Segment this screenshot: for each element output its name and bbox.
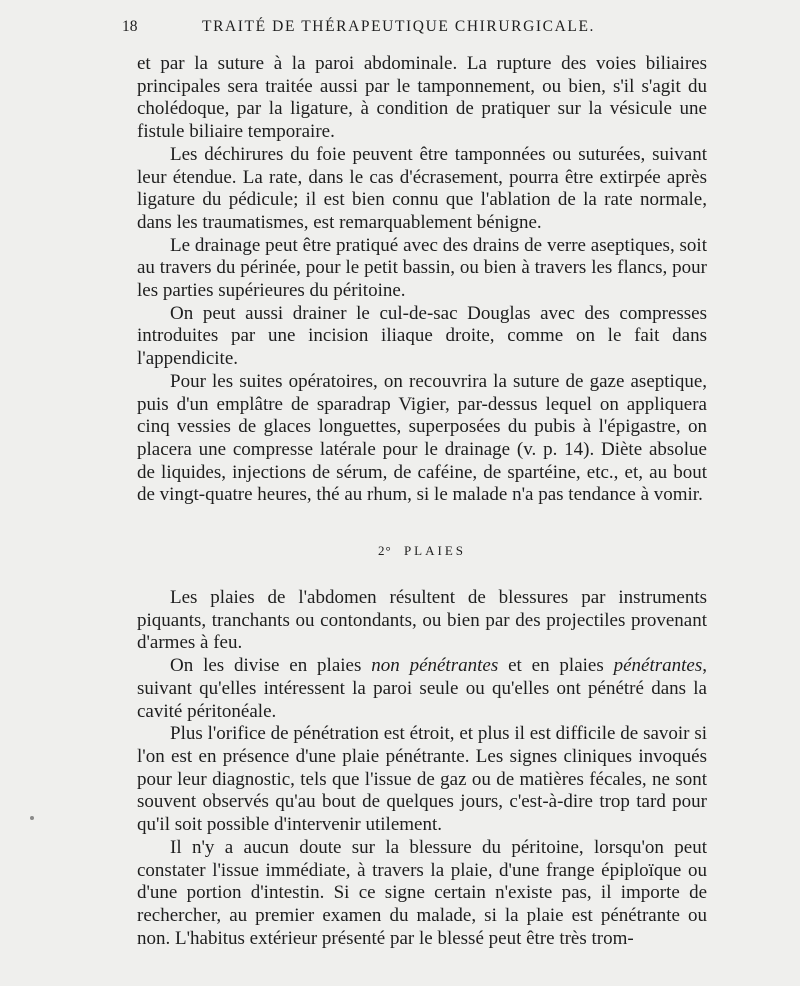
paragraph-suites-operatoires: Pour les suites opératoires, on recouvrira la suture de gaze aseptique, puis d'un emplâtre de sparadrap Vigier, par-dessus lequel on appliquera cinq vessies de glaces longuettes, superposées du pubis à l'épigastre, on placera une compresse latérale pour le drainage (v. p. 14). Diète absolue de liquides, injections de sérum, de caféine, de spartéine, etc., et, au bout de vingt-quatre heures, thé au rhum, si le malade n'a pas tendance à vomir. bbox=[137, 370, 707, 506]
text-run: et en plaies bbox=[498, 655, 614, 677]
paragraph-blessure-peritoine: Il n'y a aucun doute sur la blessure du péritoine, lorsqu'on peut constater l'issue immédiate, à travers la plaie, d'une frange épiploïque ou d'une portion d'intestin. Si ce signe certain n'existe pas, il importe de rechercher, au premier examen du malade, si la plaie est pénétrante ou non. L'habitus extérieur présenté par le blessé peut être très trom- bbox=[137, 836, 707, 949]
running-head bbox=[122, 18, 712, 42]
body-text bbox=[137, 53, 707, 950]
text-run: , suivant qu'elles intéressent la paroi seule ou qu'elles ont pénétré dans la cavité péritonéale. bbox=[137, 655, 707, 722]
paragraph-foie-rate: Les déchirures du foie peuvent être tamponnées ou suturées, suivant leur étendue. La rate, dans le cas d'écrasement, pourra être extirpée après ligature du pédicule; il est bien connu que l'ablation de la rate normale, dans les traumatismes, est remarquablement bénigne. bbox=[137, 143, 707, 233]
page-number: 18 bbox=[122, 18, 138, 35]
paragraph-orifice: Plus l'orifice de pénétration est étroit, et plus il est difficile de savoir si l'on est en présence d'une plaie pénétrante. Les signes cliniques invoqués pour leur diagnostic, tels que l'issue de gaz ou de matières fécales, ne sont souvent observés qu'au bout de quelques jours, c'est-à-dire trop tard pour qu'il soit possible d'intervenir utilement. bbox=[137, 723, 707, 836]
running-title: TRAITÉ DE THÉRAPEUTIQUE CHIRURGICALE. bbox=[202, 18, 595, 35]
margin-mark bbox=[30, 816, 34, 820]
paragraph-plaies-definition: Les plaies de l'abdomen résultent de blessures par instruments piquants, tranchants ou contondants, ou bien par des projectiles provenant d'armes à feu. bbox=[137, 587, 707, 654]
section-title: PLAIES bbox=[403, 543, 466, 559]
paragraph-continued: et par la suture à la paroi abdominale. La rupture des voies biliaires principales sera traitée aussi par le tamponnement, ou bien, s'il s'agit du cholédoque, par la ligature, à condition de pratiquer sur la vésicule une fistule biliaire temporaire. bbox=[137, 53, 707, 143]
text-run: On les divise en plaies bbox=[170, 655, 372, 677]
paragraph-drainage: Le drainage peut être pratiqué avec des drains de verre aseptiques, soit au travers du périnée, pour le petit bassin, ou bien à travers les flancs, pour les parties supérieures du péritoine. bbox=[137, 234, 707, 302]
section-heading bbox=[137, 543, 707, 559]
section-number: 2° bbox=[377, 543, 392, 559]
italic-term: non pénétrantes bbox=[371, 655, 499, 677]
italic-term: pénétrantes bbox=[613, 655, 703, 677]
paragraph-douglas: On peut aussi drainer le cul-de-sac Douglas avec des compresses introduites par une incision iliaque droite, comme on le fait dans l'appendicite. bbox=[137, 302, 707, 370]
paragraph-plaies-division bbox=[137, 655, 707, 723]
